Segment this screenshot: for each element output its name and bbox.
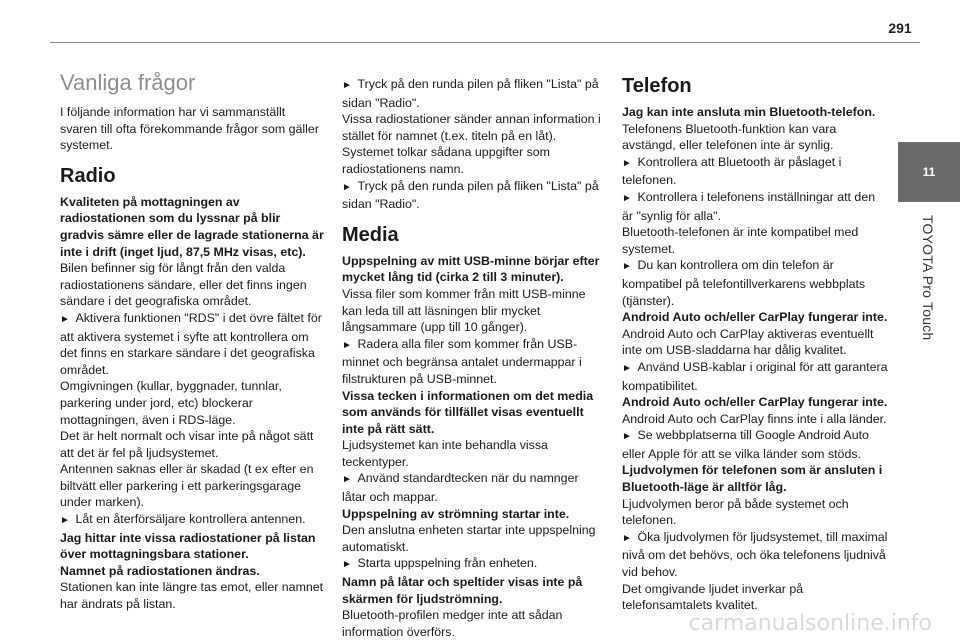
faq-question: Vissa tecken i informationen om det media som används för tillfället visas eventuellt inte på rätt sätt. xyxy=(342,388,594,436)
faq-question: Namn på låtar och speltider visas inte på skärmen för ljudströmning. xyxy=(342,575,583,606)
chapter-title: TOYOTA Pro Touch xyxy=(920,215,936,341)
faq-answer: Vissa filer som kommer från mitt USB-minne kan leda till att läsningen blir mycket långsammare (upp till 10 gånger). xyxy=(342,286,586,335)
faq-action: ► Använd standardtecken när du namnger låtar och mappar. xyxy=(342,470,604,505)
faq-answer: Telefonens Bluetooth-funktion kan vara avstängd, eller telefonen inte är synlig. xyxy=(622,121,837,153)
section-title-media: Media xyxy=(342,223,399,246)
faq-question: Kvaliteten på mottagningen av radiostationen som du lyssnar på blir gradvis sämre eller de lagrade stationerna är inte i drift (inget ljud, 87,5 MHz visas, etc). xyxy=(60,194,324,259)
faq-answer: Bluetooth-profilen medger inte att sådan information överförs. xyxy=(342,608,563,639)
faq-question: Jag kan inte ansluta min Bluetooth-telefon. xyxy=(622,105,876,119)
section-title-radio: Radio xyxy=(60,164,116,187)
faq-action: ► Öka ljudvolymen för ljudsystemet, till maximal nivå om det behövs, och öka telefonens ljudnivå vid behov. xyxy=(622,529,888,581)
faq-action: ► Du kan kontrollera om din telefon är kompatibel på telefontillverkarens webbplats (tjänster). xyxy=(622,257,888,309)
faq-action: ► Tryck på den runda pilen på fliken "Lista" på sidan "Radio". xyxy=(342,178,604,213)
faq-question: Jag hittar inte vissa radiostationer på listan över mottagningsbara stationer. xyxy=(60,530,316,562)
column-1 xyxy=(60,70,324,613)
faq-question: Ljudvolymen för telefonen som är ansluten i Bluetooth-läge är alltför låg. xyxy=(622,463,883,495)
faq-answer: Den anslutna enheten startar inte uppspelning automatiskt. xyxy=(342,523,596,554)
faq-answer: Bluetooth-telefonen är inte kompatibel med systemet. xyxy=(622,225,859,256)
intro-text: I följande information har vi sammanställt svaren till ofta förekommande frågor som gäller systemet. xyxy=(60,105,319,153)
chapter-tab[interactable]: 11 xyxy=(898,142,960,202)
faq-action: ► Använd USB-kablar i original för att garantera kompatibilitet. xyxy=(622,359,888,394)
faq-answer: Antennen saknas eller är skadad (t ex efter en biltvätt eller parkering i ett parkeringsgarage under marken). xyxy=(60,462,314,510)
faq-action: ► Aktivera funktionen "RDS" i det övre fältet för att aktivera systemet i syfte att kontrollera om det finns en starkare sändare i det geografiska området. xyxy=(60,310,324,378)
faq-answer: Android Auto och CarPlay aktiveras eventuellt inte om USB-sladdarna har dålig kvalitet. xyxy=(622,326,874,358)
faq-answer: Ljudvolymen beror på både systemet och telefonen. xyxy=(622,496,849,528)
watermark: carmanualsonline.info xyxy=(688,611,932,636)
faq-action: ► Låt en återförsäljare kontrollera antennen. xyxy=(60,511,324,530)
faq-answer: Systemet tolkar sådana uppgifter som radiostationens namn. xyxy=(342,145,550,176)
faq-answer: Vissa radiostationer sänder annan information i stället för namnet (t.ex. titeln på en låt). xyxy=(342,112,601,143)
faq-answer: Bilen befinner sig för långt från den valda radiostationens sändare, eller det finns ingen sändare i det geografiska området. xyxy=(60,261,307,309)
faq-answer: Android Auto och CarPlay finns inte i alla länder. xyxy=(622,411,887,426)
faq-question: Uppspelning av strömning startar inte. xyxy=(342,506,570,521)
page-number: 291 xyxy=(888,20,912,36)
faq-answer: Ljudsystemet kan inte behandla vissa teckentyper. xyxy=(342,438,548,469)
faq-question: Android Auto och/eller CarPlay fungerar inte. xyxy=(622,310,888,325)
faq-action: ► Se webbplatserna till Google Android Auto eller Apple för att se vilka länder som stöds. xyxy=(622,427,888,462)
page-title: Vanliga frågor xyxy=(60,70,196,95)
faq-action: ► Kontrollera i telefonens inställningar att den är "synlig för alla". xyxy=(622,189,888,224)
faq-action: ► Radera alla filer som kommer från USB-minnet och begränsa antalet undermappar i filstrukturen på USB-minnet. xyxy=(342,336,604,388)
column-3 xyxy=(622,70,888,614)
faq-action: ► Kontrollera att Bluetooth är påslaget i telefonen. xyxy=(622,154,888,189)
faq-answer: Stationen kan inte längre tas emot, eller namnet har ändrats på listan. xyxy=(60,580,324,612)
faq-question: Uppspelning av mitt USB-minne börjar efter mycket lång tid (cirka 2 till 3 minuter). xyxy=(342,253,600,285)
faq-action: ► Starta uppspelning från enheten. xyxy=(342,555,604,574)
faq-answer: Omgivningen (kullar, byggnader, tunnlar, parkering under jord, etc) blockerar mottagningen, även i RDS-läge. xyxy=(60,379,282,427)
column-2 xyxy=(342,76,604,640)
faq-question: Android Auto och/eller CarPlay fungerar inte. xyxy=(622,395,888,410)
faq-answer: Det omgivande ljudet inverkar på telefonsamtalets kvalitet. xyxy=(622,581,804,613)
faq-subquestion: Namnet på radiostationen ändras. xyxy=(60,563,260,578)
faq-action: ► Tryck på den runda pilen på fliken "Lista" på sidan "Radio". xyxy=(342,76,604,111)
faq-answer: Det är helt normalt och visar inte på något sätt att det är fel på ljudsystemet. xyxy=(60,429,314,460)
section-title-telefon: Telefon xyxy=(622,75,692,97)
header-divider xyxy=(50,42,920,43)
